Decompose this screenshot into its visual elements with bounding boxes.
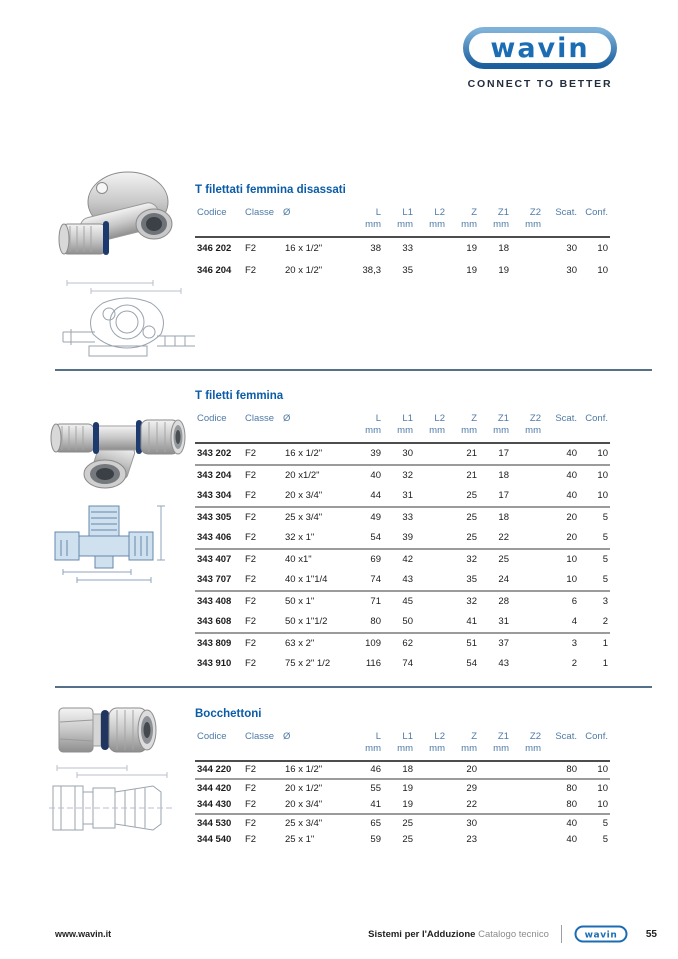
table-cell [415,779,447,797]
table-cell: 343 809 [195,633,243,654]
page-number: 55 [645,928,657,940]
section-title: T filettati femmina disassati [195,184,346,196]
table-cell [511,443,543,465]
table-cell [479,761,511,780]
table-cell: 5 [602,834,608,846]
table-cell: 41 [370,799,381,811]
column-header: Classe [243,729,281,761]
wavin-logo-text: wavin [490,33,590,64]
table-cell: 40 [566,834,577,846]
table-cell [415,814,447,832]
table-cell: 50 x 1" [281,591,351,612]
product-photo-coupling [55,696,163,764]
table-cell: F2 [245,799,257,811]
table-cell: 54 [466,658,477,670]
table-cell: 50 x 1"1/2 [285,616,328,628]
column-header: Z mm [447,205,479,237]
table-cell: 80 [543,779,579,797]
table-cell: 37 [479,633,511,654]
table-row [195,260,610,282]
table-cell: 33 [383,507,415,528]
table-cell: F2 [245,616,257,628]
column-header: L2 mm [415,411,447,443]
table-cell [511,633,543,654]
table-cell: 20 x 1/2" [285,265,323,277]
table-cell: 25 [479,549,511,570]
table-cell [415,633,447,654]
table-cell: 5 [579,814,610,832]
section-title: Bocchettoni [195,708,262,720]
table-cell: 25 [447,507,479,528]
tee-photo-icon [48,398,188,490]
table-cell: F2 [245,265,257,277]
table-cell: 40 [543,465,579,486]
wavin-logo-icon [462,26,618,70]
table-cell: 25 [466,532,477,544]
footer-right [368,925,657,943]
column-header: Z2 mm [511,729,543,761]
column-header: Conf. [579,411,610,443]
table-cell: 343 407 [195,549,243,570]
table-cell [415,486,447,507]
column-header: Ø [281,411,351,443]
table-cell: 10 [579,779,610,797]
table-cell [511,761,543,780]
table-cell: 5 [579,549,610,570]
table-cell: 21 [466,448,477,460]
table-cell: 346 202 [197,243,232,255]
column-header: L mm [351,411,383,443]
table-cell: 33 [402,243,413,255]
table-cell: 25 x 3/4" [281,814,351,832]
column-header: Scat. [543,205,579,237]
table-cell: 39 [370,448,381,460]
table-cell: 17 [498,490,509,502]
table-cell: 75 x 2" 1/2 [285,658,331,670]
table-cell [511,814,543,832]
table-cell: 44 [370,490,381,502]
column-header: Ø [281,205,351,237]
table-cell: 20 [543,507,579,528]
table-cell: 38,3 [362,265,381,277]
table-cell: F2 [245,764,257,776]
technical-drawing-coupling [47,762,177,847]
spec-table [195,411,610,674]
table-cell: 74 [370,574,381,586]
column-header: Z2 mm [511,205,543,237]
table-cell [511,570,543,591]
spec-table-container [195,729,613,848]
table-cell [511,528,543,549]
table-cell: 46 [370,764,381,776]
table-row [195,814,610,832]
table-cell: F2 [243,814,281,832]
table-cell: 5 [579,507,610,528]
table-row [195,549,610,570]
table-cell: 116 [365,658,381,670]
table-cell: 62 [383,633,415,654]
table-cell: 30 [566,243,577,255]
table-row [195,633,610,654]
technical-drawing-offset-tee [57,276,199,364]
table-cell: F2 [245,574,257,586]
table-cell: 344 420 [195,779,243,797]
table-cell [415,654,447,674]
column-header: Z1 mm [479,729,511,761]
table-cell [479,832,511,849]
column-header: Conf. [579,729,610,761]
footer-wavin-logo-text: wavin [584,930,618,941]
table-cell [415,591,447,612]
table-cell: 43 [402,574,413,586]
table-cell: 344 220 [197,764,232,776]
table-row [195,832,610,849]
table-cell: 20 x1/2" [281,465,351,486]
column-header: Codice [195,729,243,761]
table-cell: 20 x 3/4" [285,490,323,502]
table-cell: 343 305 [195,507,243,528]
table-cell: 80 [566,764,577,776]
table-cell: 4 [571,616,577,628]
product-photo-tee [48,398,188,490]
footer-series-title: Sistemi per l'Adduzione [368,928,476,940]
table-cell: 35 [466,574,477,586]
product-photo-offset-tee [50,158,188,282]
table-cell: 31 [498,616,509,628]
coupling-drawing-icon [47,762,177,847]
column-header: Z1 mm [479,205,511,237]
table-cell: 344 530 [195,814,243,832]
brand-header [462,26,618,90]
column-header: Classe [243,411,281,443]
table-cell [415,260,447,282]
table-cell: F2 [245,490,257,502]
column-header: Conf. [579,205,610,237]
table-cell: 32 [383,465,415,486]
table-cell: 50 [402,616,413,628]
table-cell: 45 [383,591,415,612]
table-row [195,779,610,797]
table-cell: 51 [447,633,479,654]
table-cell: F2 [243,465,281,486]
table-cell [511,507,543,528]
table-cell [511,465,543,486]
table-cell: 22 [498,532,509,544]
table-cell: 30 [566,265,577,277]
table-cell [415,832,447,849]
section-unions [195,708,613,848]
table-cell: 40 [543,814,579,832]
table-cell: F2 [245,243,257,255]
table-row [195,612,610,633]
table-cell: 343 910 [197,658,232,670]
offset-tee-drawing-icon [57,276,199,364]
table-cell [415,549,447,570]
section-divider [55,686,652,688]
table-cell: 343 406 [197,532,232,544]
table-cell: 41 [466,616,477,628]
technical-drawing-tee [53,500,168,585]
table-cell: 21 [447,465,479,486]
table-cell: 20 [466,764,477,776]
table-cell: 25 [383,814,415,832]
table-row [195,591,610,612]
table-cell: 343 204 [195,465,243,486]
table-cell [415,465,447,486]
table-cell: 40 x 1"1/4 [285,574,328,586]
column-header: L1 mm [383,729,415,761]
column-header: Scat. [543,729,579,761]
table-row [195,486,610,507]
table-cell: 6 [543,591,579,612]
table-cell: 16 x 1/2" [285,243,323,255]
table-row [195,465,610,486]
table-cell: 10 [597,490,608,502]
table-cell: 32 [447,549,479,570]
brand-tagline: CONNECT TO BETTER [467,78,613,90]
table-cell: 65 [351,814,383,832]
table-cell: 2 [571,658,577,670]
column-header: Z mm [447,729,479,761]
column-header: L2 mm [415,729,447,761]
table-cell [511,779,543,797]
table-cell: F2 [243,549,281,570]
table-cell [511,237,543,260]
table-cell: 25 [402,834,413,846]
table-cell: 59 [370,834,381,846]
table-cell: 28 [479,591,511,612]
table-cell: 344 430 [197,799,232,811]
tee-drawing-icon [53,500,168,585]
table-cell: 17 [498,448,509,460]
table-cell: 18 [479,465,511,486]
table-row [195,528,610,549]
table-cell: 1 [602,658,608,670]
table-cell: 3 [579,591,610,612]
table-cell: 10 [566,574,577,586]
column-header: L2 mm [415,205,447,237]
column-header: L1 mm [383,205,415,237]
table-cell [415,570,447,591]
table-cell: 29 [447,779,479,797]
table-cell [415,507,447,528]
column-header: Codice [195,205,243,237]
table-cell: 10 [579,465,610,486]
table-cell: 49 [351,507,383,528]
spec-table-container [195,411,613,674]
table-cell: F2 [245,658,257,670]
table-cell [511,654,543,674]
table-cell [511,549,543,570]
table-row [195,237,610,260]
column-header: Z mm [447,411,479,443]
table-cell: 38 [370,243,381,255]
column-header: Classe [243,205,281,237]
table-cell [511,591,543,612]
footer-series-subtitle: Catalogo tecnico [478,928,549,940]
table-cell: 30 [447,814,479,832]
table-cell [511,260,543,282]
table-cell: F2 [243,779,281,797]
table-cell: 40 [566,448,577,460]
table-cell: 43 [498,658,509,670]
table-cell: 5 [602,574,608,586]
table-cell: 19 [466,243,477,255]
table-row [195,654,610,674]
offset-tee-photo-icon [50,158,188,282]
table-cell: F2 [243,507,281,528]
table-cell: 74 [402,658,413,670]
table-cell [415,237,447,260]
table-cell [479,814,511,832]
section-title: T filetti femmina [195,390,284,402]
footer-series [368,929,549,940]
table-row [195,570,610,591]
table-cell: 1 [579,633,610,654]
footer-divider [561,925,562,943]
table-cell: 32 x 1" [285,532,315,544]
table-cell: 344 540 [197,834,232,846]
column-header: Z2 mm [511,411,543,443]
table-cell [415,612,447,633]
table-cell: 10 [597,265,608,277]
table-cell: 40 x1" [281,549,351,570]
table-cell: 343 202 [197,448,232,460]
table-cell: 343 408 [195,591,243,612]
column-header: Scat. [543,411,579,443]
column-header: L mm [351,729,383,761]
table-row [195,797,610,815]
table-cell: 55 [351,779,383,797]
section-female-tees [195,390,613,674]
table-cell: 16 x 1/2" [285,764,323,776]
table-cell: 25 x 1" [285,834,315,846]
column-header: Z1 mm [479,411,511,443]
table-cell: 5 [602,532,608,544]
column-header: Ø [281,729,351,761]
table-cell: 80 [370,616,381,628]
table-cell: 42 [383,549,415,570]
table-cell: 20 x 1/2" [281,779,351,797]
table-cell: 30 [402,448,413,460]
table-cell: 25 [466,490,477,502]
table-row [195,761,610,780]
table-cell: 35 [402,265,413,277]
table-cell: 16 x 1/2" [285,448,323,460]
table-cell: 343 707 [197,574,232,586]
table-cell: 31 [402,490,413,502]
table-cell [511,612,543,633]
table-cell: 19 [466,265,477,277]
table-cell [415,443,447,465]
table-cell: 10 [597,799,608,811]
table-row [195,443,610,465]
table-cell: 40 [351,465,383,486]
table-cell [511,797,543,815]
table-cell: F2 [245,834,257,846]
table-cell: 40 [566,490,577,502]
table-cell: 2 [602,616,608,628]
table-cell: 25 x 3/4" [281,507,351,528]
table-cell: 3 [543,633,579,654]
table-cell: 22 [466,799,477,811]
table-cell: 63 x 2" [281,633,351,654]
table-cell: 343 304 [197,490,232,502]
table-cell [415,761,447,780]
table-row [195,507,610,528]
table-cell: 10 [597,448,608,460]
column-header: L mm [351,205,383,237]
table-cell: 346 204 [197,265,232,277]
table-cell: 343 608 [197,616,232,628]
table-cell: 10 [597,243,608,255]
spec-table [195,205,610,282]
table-cell: 24 [498,574,509,586]
table-cell: F2 [243,633,281,654]
table-cell: 80 [566,799,577,811]
table-cell: F2 [243,591,281,612]
table-cell: 39 [402,532,413,544]
table-cell: 32 [447,591,479,612]
table-cell: 20 x 3/4" [285,799,323,811]
table-cell: 109 [351,633,383,654]
column-header: Codice [195,411,243,443]
table-cell: F2 [245,448,257,460]
table-cell: F2 [245,532,257,544]
footer-website-link[interactable]: www.wavin.it [55,929,112,939]
table-cell: 19 [498,265,509,277]
table-cell: 71 [351,591,383,612]
table-cell: 23 [466,834,477,846]
footer-wavin-logo-icon [574,925,628,943]
table-cell [479,797,511,815]
section-offset-female-tees [195,184,613,282]
table-cell: 54 [370,532,381,544]
table-cell: 20 [566,532,577,544]
table-cell: 18 [479,507,511,528]
table-cell: 19 [383,779,415,797]
table-cell: 19 [402,799,413,811]
column-header: L1 mm [383,411,415,443]
spec-table-container [195,205,613,282]
table-cell [415,528,447,549]
table-cell: 18 [498,243,509,255]
table-cell [511,486,543,507]
section-divider [55,369,652,371]
table-cell: 10 [597,764,608,776]
table-cell: 18 [402,764,413,776]
spec-table [195,729,610,848]
table-cell [479,779,511,797]
table-cell: 10 [543,549,579,570]
table-cell: 69 [351,549,383,570]
table-cell [511,832,543,849]
coupling-photo-icon [55,696,163,764]
table-cell [415,797,447,815]
